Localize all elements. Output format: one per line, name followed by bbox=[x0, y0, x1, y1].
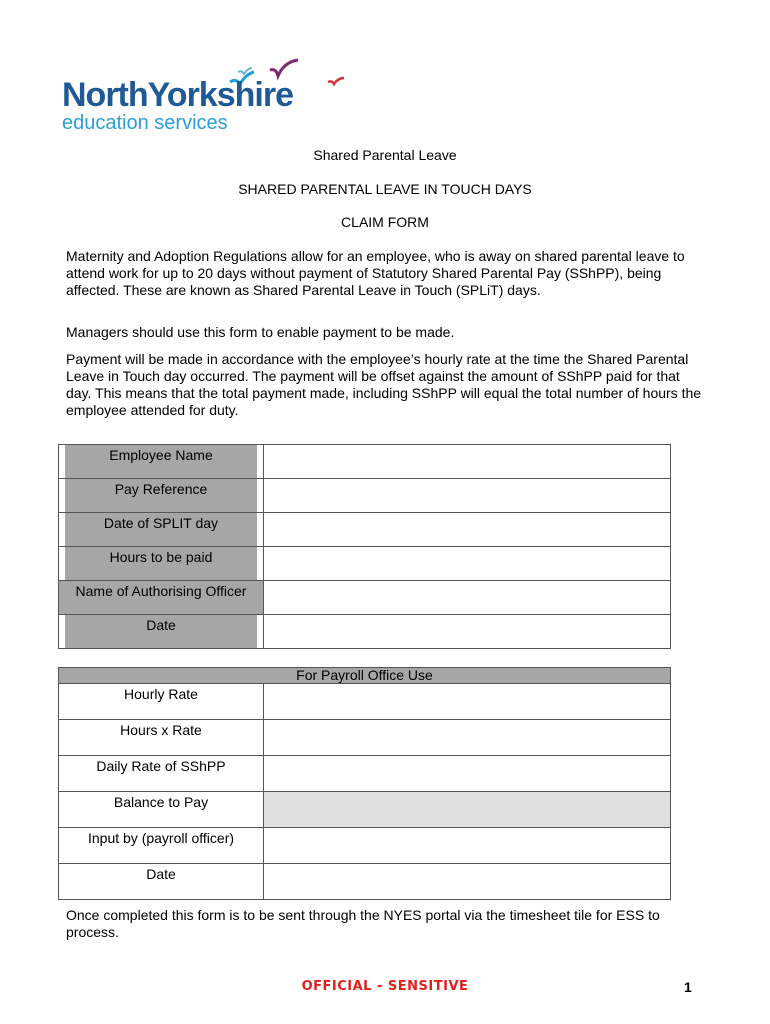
hours-x-rate-field[interactable] bbox=[264, 720, 671, 756]
table-row bbox=[59, 513, 671, 547]
claim-form-table bbox=[58, 444, 671, 649]
hours-to-pay-label: Hours to be paid bbox=[65, 547, 257, 580]
date-field[interactable] bbox=[264, 615, 671, 649]
balance-to-pay-field[interactable] bbox=[264, 792, 671, 828]
classification-label: OFFICIAL - SENSITIVE bbox=[301, 979, 469, 994]
table-row bbox=[59, 828, 671, 864]
organisation-logo bbox=[60, 58, 340, 138]
input-by-field[interactable] bbox=[264, 828, 671, 864]
logo-wordmark: NorthYorkshire bbox=[62, 76, 293, 114]
submission-instruction: Once completed this form is to be sent through the NYES portal via the timesheet tile for ESS to process. bbox=[66, 907, 660, 940]
employee-name-label: Employee Name bbox=[65, 445, 257, 478]
authorising-officer-field[interactable] bbox=[264, 581, 671, 615]
hourly-rate-label: Hourly Rate bbox=[59, 684, 264, 720]
hours-to-pay-field[interactable] bbox=[264, 547, 671, 581]
authorising-officer-label: Name of Authorising Officer bbox=[59, 581, 263, 614]
table-row bbox=[59, 668, 671, 684]
table-row bbox=[59, 547, 671, 581]
table-row bbox=[59, 581, 671, 615]
hourly-rate-field[interactable] bbox=[264, 684, 671, 720]
input-by-label: Input by (payroll officer) bbox=[59, 828, 264, 864]
page-number: 1 bbox=[684, 979, 692, 995]
table-row bbox=[59, 615, 671, 649]
pay-reference-label: Pay Reference bbox=[65, 479, 257, 512]
daily-rate-field[interactable] bbox=[264, 756, 671, 792]
logo-subtitle: education services bbox=[62, 112, 228, 134]
payroll-header: For Payroll Office Use bbox=[59, 668, 671, 684]
table-row bbox=[59, 479, 671, 513]
table-row bbox=[59, 756, 671, 792]
table-row bbox=[59, 792, 671, 828]
payment-paragraph: Payment will be made in accordance with the employee’s hourly rate at the time the Shared Parental Leave in Touch day occurred. The payment will be offset against the amount of SShPP paid for that day. This means that the total payment made, including SShPP will equal the total number of hours the employee attended for duty. bbox=[66, 351, 702, 418]
table-row bbox=[59, 720, 671, 756]
employee-name-field[interactable] bbox=[264, 445, 671, 479]
split-date-label: Date of SPLIT day bbox=[65, 513, 257, 546]
daily-rate-label: Daily Rate of SShPP bbox=[59, 756, 264, 792]
intro-paragraph: Maternity and Adoption Regulations allow for an employee, who is away on shared parental leave to attend work for up to 20 days without payment of Statutory Shared Parental Pay (SShPP), being affected. These are known as Shared Parental Leave in Touch (SPLiT) days. bbox=[66, 248, 685, 298]
table-row bbox=[59, 864, 671, 900]
form-subheading: CLAIM FORM bbox=[341, 214, 429, 230]
document-title: Shared Parental Leave bbox=[313, 147, 457, 163]
manager-instruction: Managers should use this form to enable payment to be made. bbox=[66, 324, 455, 340]
pay-reference-field[interactable] bbox=[264, 479, 671, 513]
payroll-date-label: Date bbox=[59, 864, 264, 900]
table-row bbox=[59, 445, 671, 479]
form-heading: SHARED PARENTAL LEAVE IN TOUCH DAYS bbox=[238, 181, 532, 197]
hours-x-rate-label: Hours x Rate bbox=[59, 720, 264, 756]
payroll-date-field[interactable] bbox=[264, 864, 671, 900]
split-date-field[interactable] bbox=[264, 513, 671, 547]
table-row bbox=[59, 684, 671, 720]
balance-to-pay-label: Balance to Pay bbox=[59, 792, 264, 828]
payroll-table bbox=[58, 667, 671, 900]
date-label: Date bbox=[65, 615, 257, 648]
